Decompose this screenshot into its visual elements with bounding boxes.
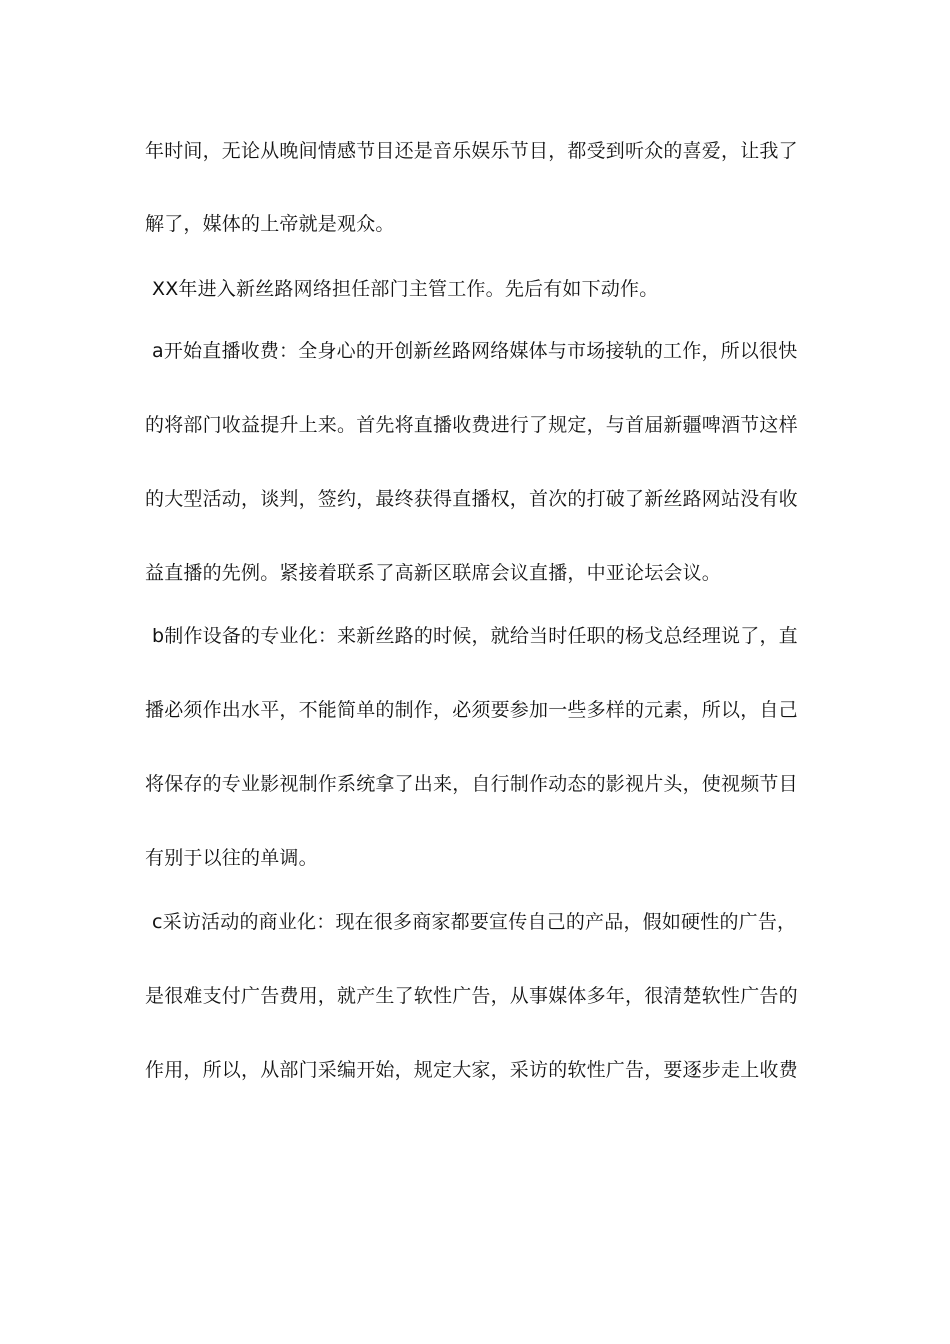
text-line: 播必须作出水平，不能简单的制作，必须要参加一些多样的元素，所以，自己 — [145, 699, 798, 721]
text-line: 益直播的先例。紧接着联系了高新区联席会议直播，中亚论坛会议。 — [145, 562, 722, 584]
text-line: 作用，所以，从部门采编开始，规定大家，采访的软性广告，要逐步走上收费 — [145, 1059, 798, 1081]
text-line: 有别于以往的单调。 — [145, 847, 318, 869]
paragraph-b-line: b制作设备的专业化：来新丝路的时候，就给当时任职的杨戈总经理说了，直 — [152, 625, 798, 647]
text-line: 的大型活动，谈判，签约，最终获得直播权，首次的打破了新丝路网站没有收 — [145, 488, 798, 510]
text-line: 的将部门收益提升上来。首先将直播收费进行了规定，与首届新疆啤酒节这样 — [145, 414, 798, 436]
text-line: 是很难支付广告费用，就产生了软性广告，从事媒体多年，很清楚软性广告的 — [145, 985, 798, 1007]
text-line: 将保存的专业影视制作系统拿了出来，自行制作动态的影视片头，使视频节目 — [145, 773, 798, 795]
text-line: 解了，媒体的上帝就是观众。 — [145, 213, 395, 235]
paragraph-c-line: c采访活动的商业化：现在很多商家都要宣传自己的产品，假如硬性的广告， — [152, 911, 797, 933]
text-line: 年时间，无论从晚间情感节目还是音乐娱乐节目，都受到听众的喜爱，让我了 — [145, 140, 798, 162]
paragraph-heading-line: XX年进入新丝路网络担任部门主管工作。先后有如下动作。 — [152, 278, 659, 300]
paragraph-a-line: a开始直播收费：全身心的开创新丝路网络媒体与市场接轨的工作，所以很快 — [152, 340, 798, 362]
